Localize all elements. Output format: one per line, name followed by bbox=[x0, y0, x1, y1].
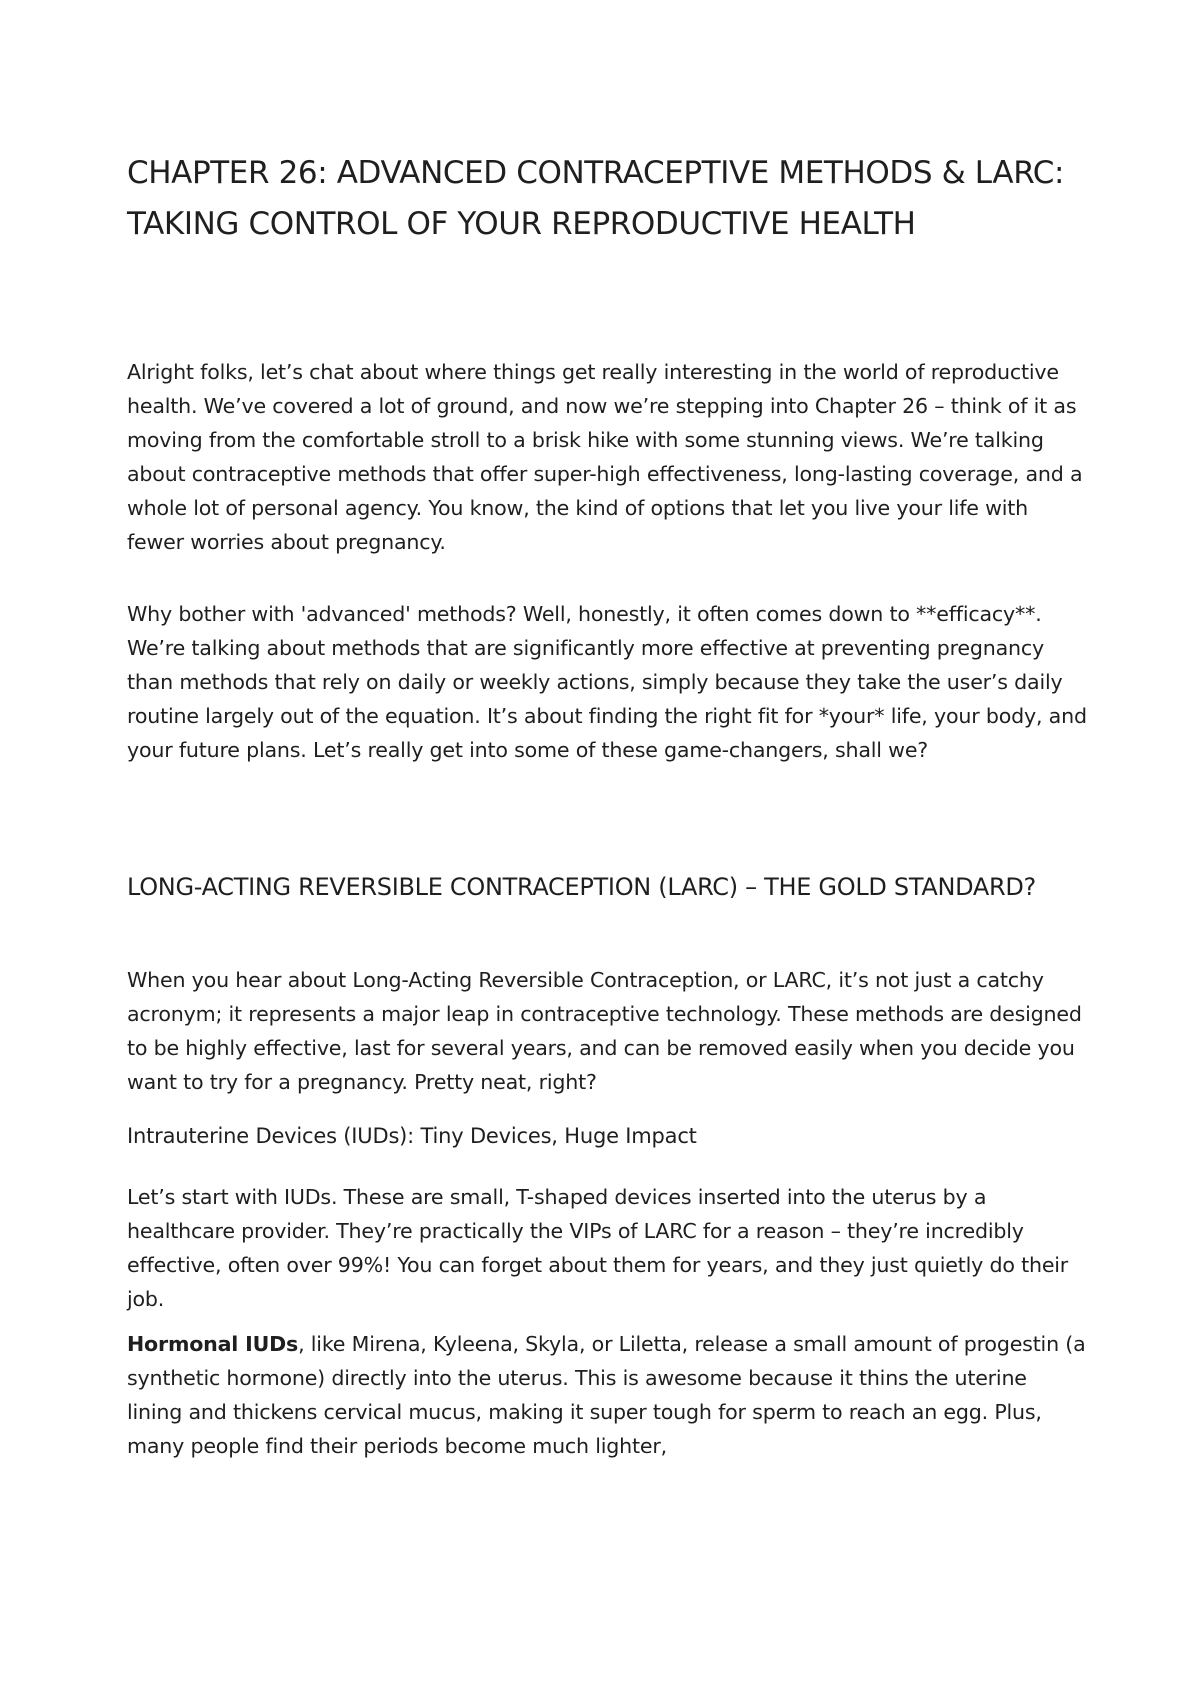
intro-paragraph: Why bother with 'advanced' methods? Well, honestly, it often comes down to **efficacy**. We’re talking about methods that are significantly more effective at preventing pregnancy than methods that rely on daily or weekly actions, simply because they take the user’s daily routine largely out of the equation. It’s about finding the right fit for *your* life, your body, and your future plans. Let’s really get into some of these game-changers, shall we? bbox=[127, 602, 1087, 762]
hormonal-iud-paragraph bbox=[127, 1327, 1087, 1463]
intro-paragraph: Alright folks, let’s chat about where things get really interesting in the world of reproductive health. We’ve covered a lot of ground, and now we’re stepping into Chapter 26 – think of it as moving from the comfortable stroll to a brisk hike with some stunning views. We’re talking about contraceptive methods that offer super-high effectiveness, long-lasting coverage, and a whole lot of personal agency. You know, the kind of options that let you live your life with fewer worries about pregnancy. bbox=[127, 360, 1083, 554]
section-title: LONG-ACTING REVERSIBLE CONTRACEPTION (LARC) – THE GOLD STANDARD? bbox=[127, 873, 1036, 901]
hormonal-iud-lead: Hormonal IUDs bbox=[127, 1332, 299, 1356]
chapter-title: CHAPTER 26: ADVANCED CONTRACEPTIVE METHODS & LARC: TAKING CONTROL OF YOUR REPRODUCTIVE HEALTH bbox=[127, 155, 1065, 242]
iud-paragraph: Let’s start with IUDs. These are small, T-shaped devices inserted into the uterus by a healthcare provider. They’re practically the VIPs of LARC for a reason – they’re incredibly effective, often over 99%! You can forget about them for years, and they just quietly do their job. bbox=[127, 1185, 1069, 1311]
larc-paragraph: When you hear about Long-Acting Reversible Contraception, or LARC, it’s not just a catchy acronym; it represents a major leap in contraceptive technology. These methods are designed to be highly effective, last for several years, and can be removed easily when you decide you want to try for a pregnancy. Pretty neat, right? bbox=[127, 968, 1082, 1094]
subsection-title: Intrauterine Devices (IUDs): Tiny Devices, Huge Impact bbox=[127, 1124, 697, 1148]
hormonal-iud-text: , like Mirena, Kyleena, Skyla, or Liletta, release a small amount of progestin (a synthetic hormone) directly into the uterus. This is awesome because it thins the uterine lining and thickens cervical mucus, making it super tough for sperm to reach an egg. Plus, many people find their periods become much lighter, bbox=[127, 1332, 1086, 1458]
